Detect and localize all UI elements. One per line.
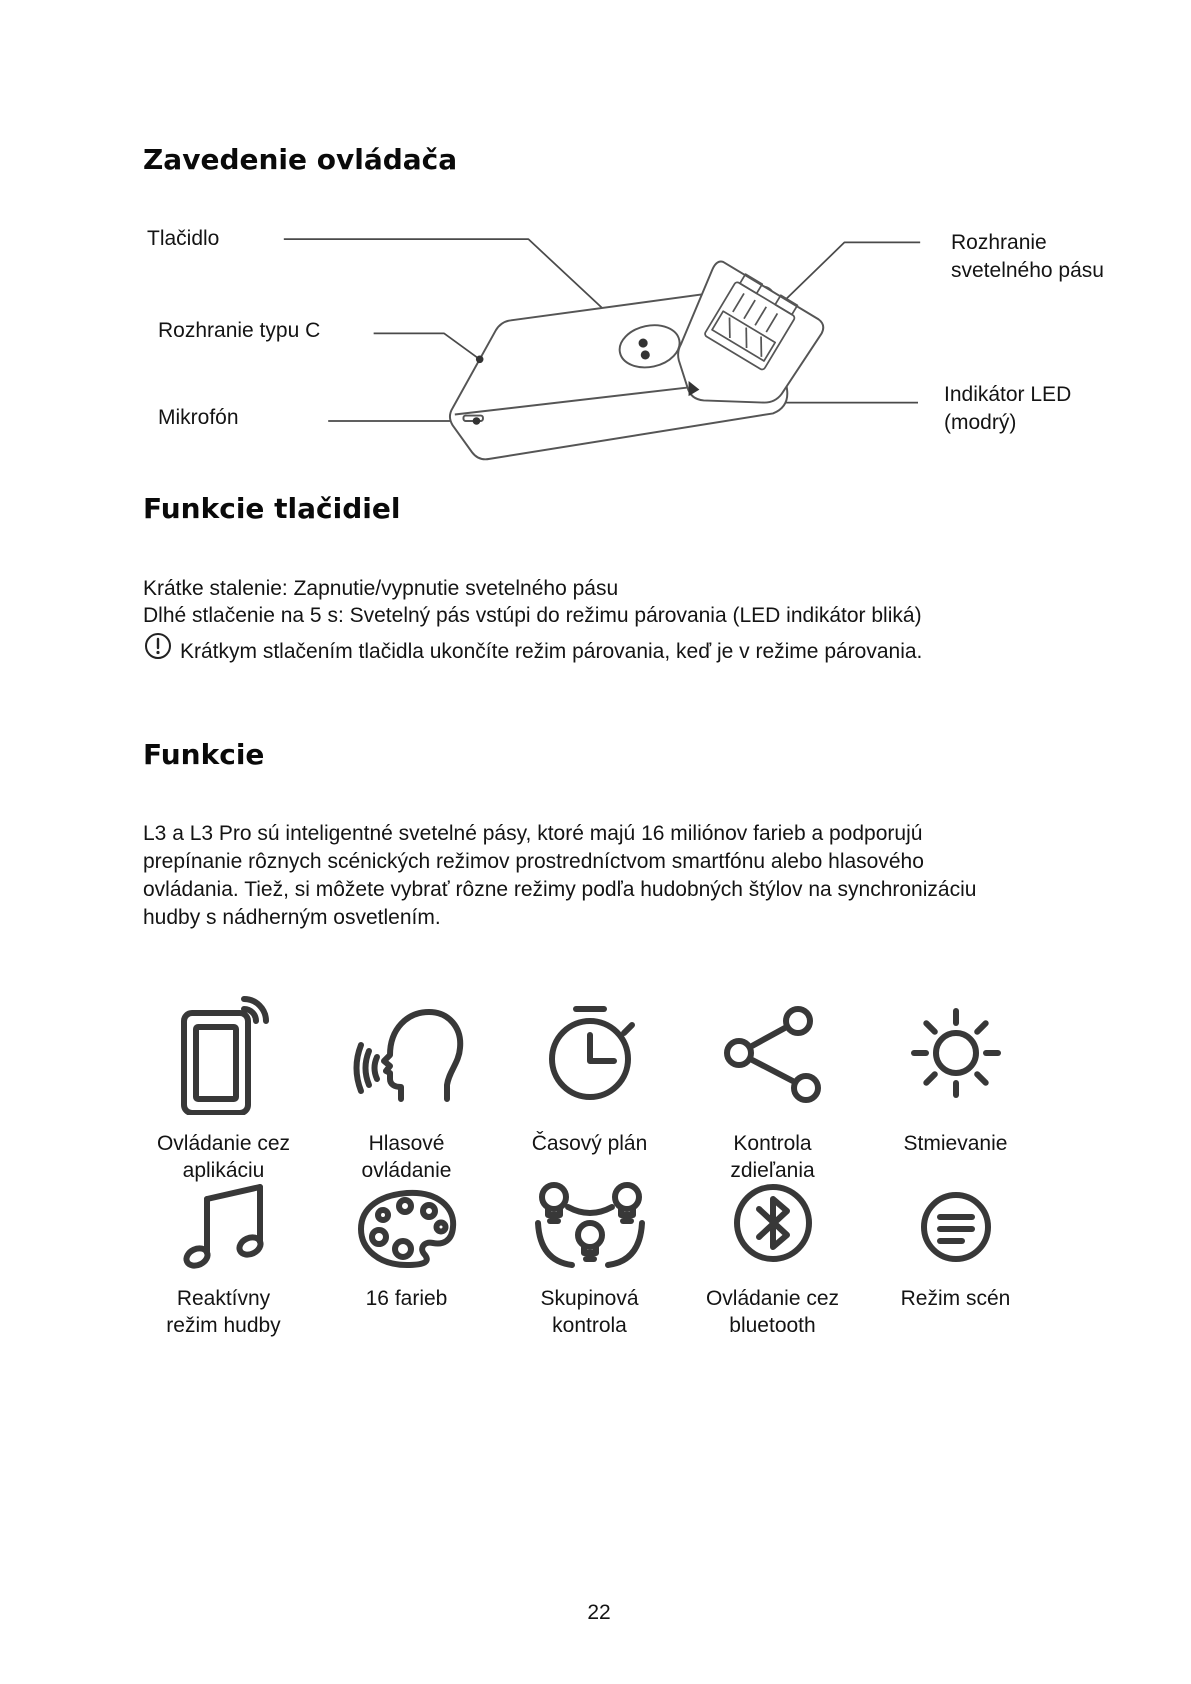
leader-line-type-c	[374, 333, 480, 359]
share-icon	[713, 995, 833, 1115]
feature-icon-box	[864, 990, 1047, 1120]
feature-icon-box	[315, 1172, 498, 1282]
feature-group-control	[498, 1172, 681, 1339]
feature-label-line: 16 farieb	[365, 1287, 448, 1310]
feature-icon-box	[681, 990, 864, 1120]
long-press-text: Dlhé stlačenie na 5 s: Svetelný pás vstúpi do režimu párovania (LED indikátor bliká)	[143, 604, 922, 627]
feature-label-line: Reaktívny	[176, 1287, 271, 1310]
feature-dimming	[864, 990, 1047, 1184]
feature-label-line: Skupinová	[540, 1287, 639, 1310]
type-c-port-dot	[476, 356, 484, 364]
label-microphone: Mikrofón	[158, 406, 239, 429]
feature-music-reactive	[132, 1172, 315, 1339]
features-description	[143, 820, 976, 932]
feature-label-line: Kontrola	[733, 1132, 812, 1155]
section-title-features: Funkcie	[143, 738, 265, 771]
feature-label-line: Ovládanie cez	[705, 1287, 840, 1310]
page-number: 22	[587, 1601, 611, 1624]
label-strip-interface-line: svetelného pásu	[951, 259, 1104, 282]
description-line: L3 a L3 Pro sú inteligentné svetelné pásy, ktoré majú 16 miliónov farieb a podporujú	[143, 822, 923, 845]
features-row-2	[132, 1172, 1047, 1339]
short-press-text: Krátke stalenie: Zapnutie/vypnutie svetelného pásu	[143, 577, 619, 600]
feature-voice-control	[315, 990, 498, 1184]
feature-icon-box	[498, 1172, 681, 1282]
stopwatch-icon	[530, 995, 650, 1115]
feature-icon-box	[681, 1172, 864, 1282]
section-title-controller: Zavedenie ovládača	[143, 143, 458, 176]
sun-icon	[896, 995, 1016, 1115]
button-dot	[639, 339, 648, 348]
feature-label-line: Časový plán	[531, 1132, 648, 1155]
bulbs-group-icon	[530, 1177, 650, 1277]
light-strip-connector	[678, 262, 823, 403]
feature-label	[864, 1130, 1047, 1157]
feature-bluetooth-control	[681, 1172, 864, 1339]
feature-label-line: zdieľania	[730, 1159, 815, 1182]
label-led-indicator-line: (modrý)	[944, 411, 1017, 434]
features-row-1	[132, 990, 1047, 1184]
label-type-c: Rozhranie typu C	[158, 319, 321, 342]
button-dot	[641, 350, 650, 359]
description-line: prepínanie rôznych scénických režimov prostredníctvom smartfónu alebo hlasového	[143, 850, 924, 873]
exclamation-circle-icon	[144, 632, 172, 660]
label-button: Tlačidlo	[147, 227, 220, 250]
feature-icon-box	[132, 1172, 315, 1282]
feature-16-colors	[315, 1172, 498, 1339]
feature-label	[498, 1285, 681, 1339]
label-led-indicator-line: Indikátor LED	[944, 383, 1072, 406]
controller-device	[450, 262, 823, 460]
feature-icon-box	[498, 990, 681, 1120]
section-title-button-functions: Funkcie tlačidiel	[143, 492, 401, 525]
feature-label-line: Hlasové	[368, 1132, 445, 1155]
feature-app-control	[132, 990, 315, 1184]
music-note-icon	[164, 1177, 284, 1277]
label-strip-interface	[951, 229, 1104, 285]
feature-label-line: kontrola	[552, 1314, 627, 1337]
feature-icon-box	[132, 990, 315, 1120]
phone-signal-icon	[164, 995, 284, 1115]
voice-head-icon	[347, 995, 467, 1115]
feature-label	[681, 1285, 864, 1339]
feature-label	[498, 1130, 681, 1157]
feature-label-line: Ovládanie cez	[156, 1132, 291, 1155]
bluetooth-icon	[713, 1177, 833, 1277]
menu-circle-icon	[896, 1177, 1016, 1277]
feature-label-line: režim hudby	[166, 1314, 281, 1337]
description-line: ovládania. Tiež, si môžete vybrať rôzne režimy podľa hudobných štýlov na synchronizáciu	[143, 878, 977, 901]
feature-icon-box	[315, 990, 498, 1120]
microphone-dot	[473, 417, 481, 425]
feature-label	[864, 1285, 1047, 1312]
feature-label-line: aplikáciu	[182, 1159, 265, 1182]
label-strip-interface-line: Rozhranie	[951, 231, 1047, 254]
palette-icon	[347, 1177, 467, 1277]
description-line: hudby s nádherným osvetlením.	[143, 906, 441, 929]
feature-label-line: bluetooth	[729, 1314, 816, 1337]
feature-icon-box	[864, 1172, 1047, 1282]
feature-label-line: ovládanie	[361, 1159, 452, 1182]
feature-label-line: Stmievanie	[903, 1132, 1008, 1155]
feature-schedule	[498, 990, 681, 1184]
feature-label	[132, 1285, 315, 1339]
feature-scene-mode	[864, 1172, 1047, 1339]
feature-share-control	[681, 990, 864, 1184]
label-led-indicator	[944, 381, 1071, 437]
feature-label	[315, 1285, 498, 1312]
pairing-note-text: Krátkym stlačením tlačidla ukončíte režim párovania, keď je v režime párovania.	[180, 640, 923, 663]
feature-label-line: Režim scén	[900, 1287, 1011, 1310]
